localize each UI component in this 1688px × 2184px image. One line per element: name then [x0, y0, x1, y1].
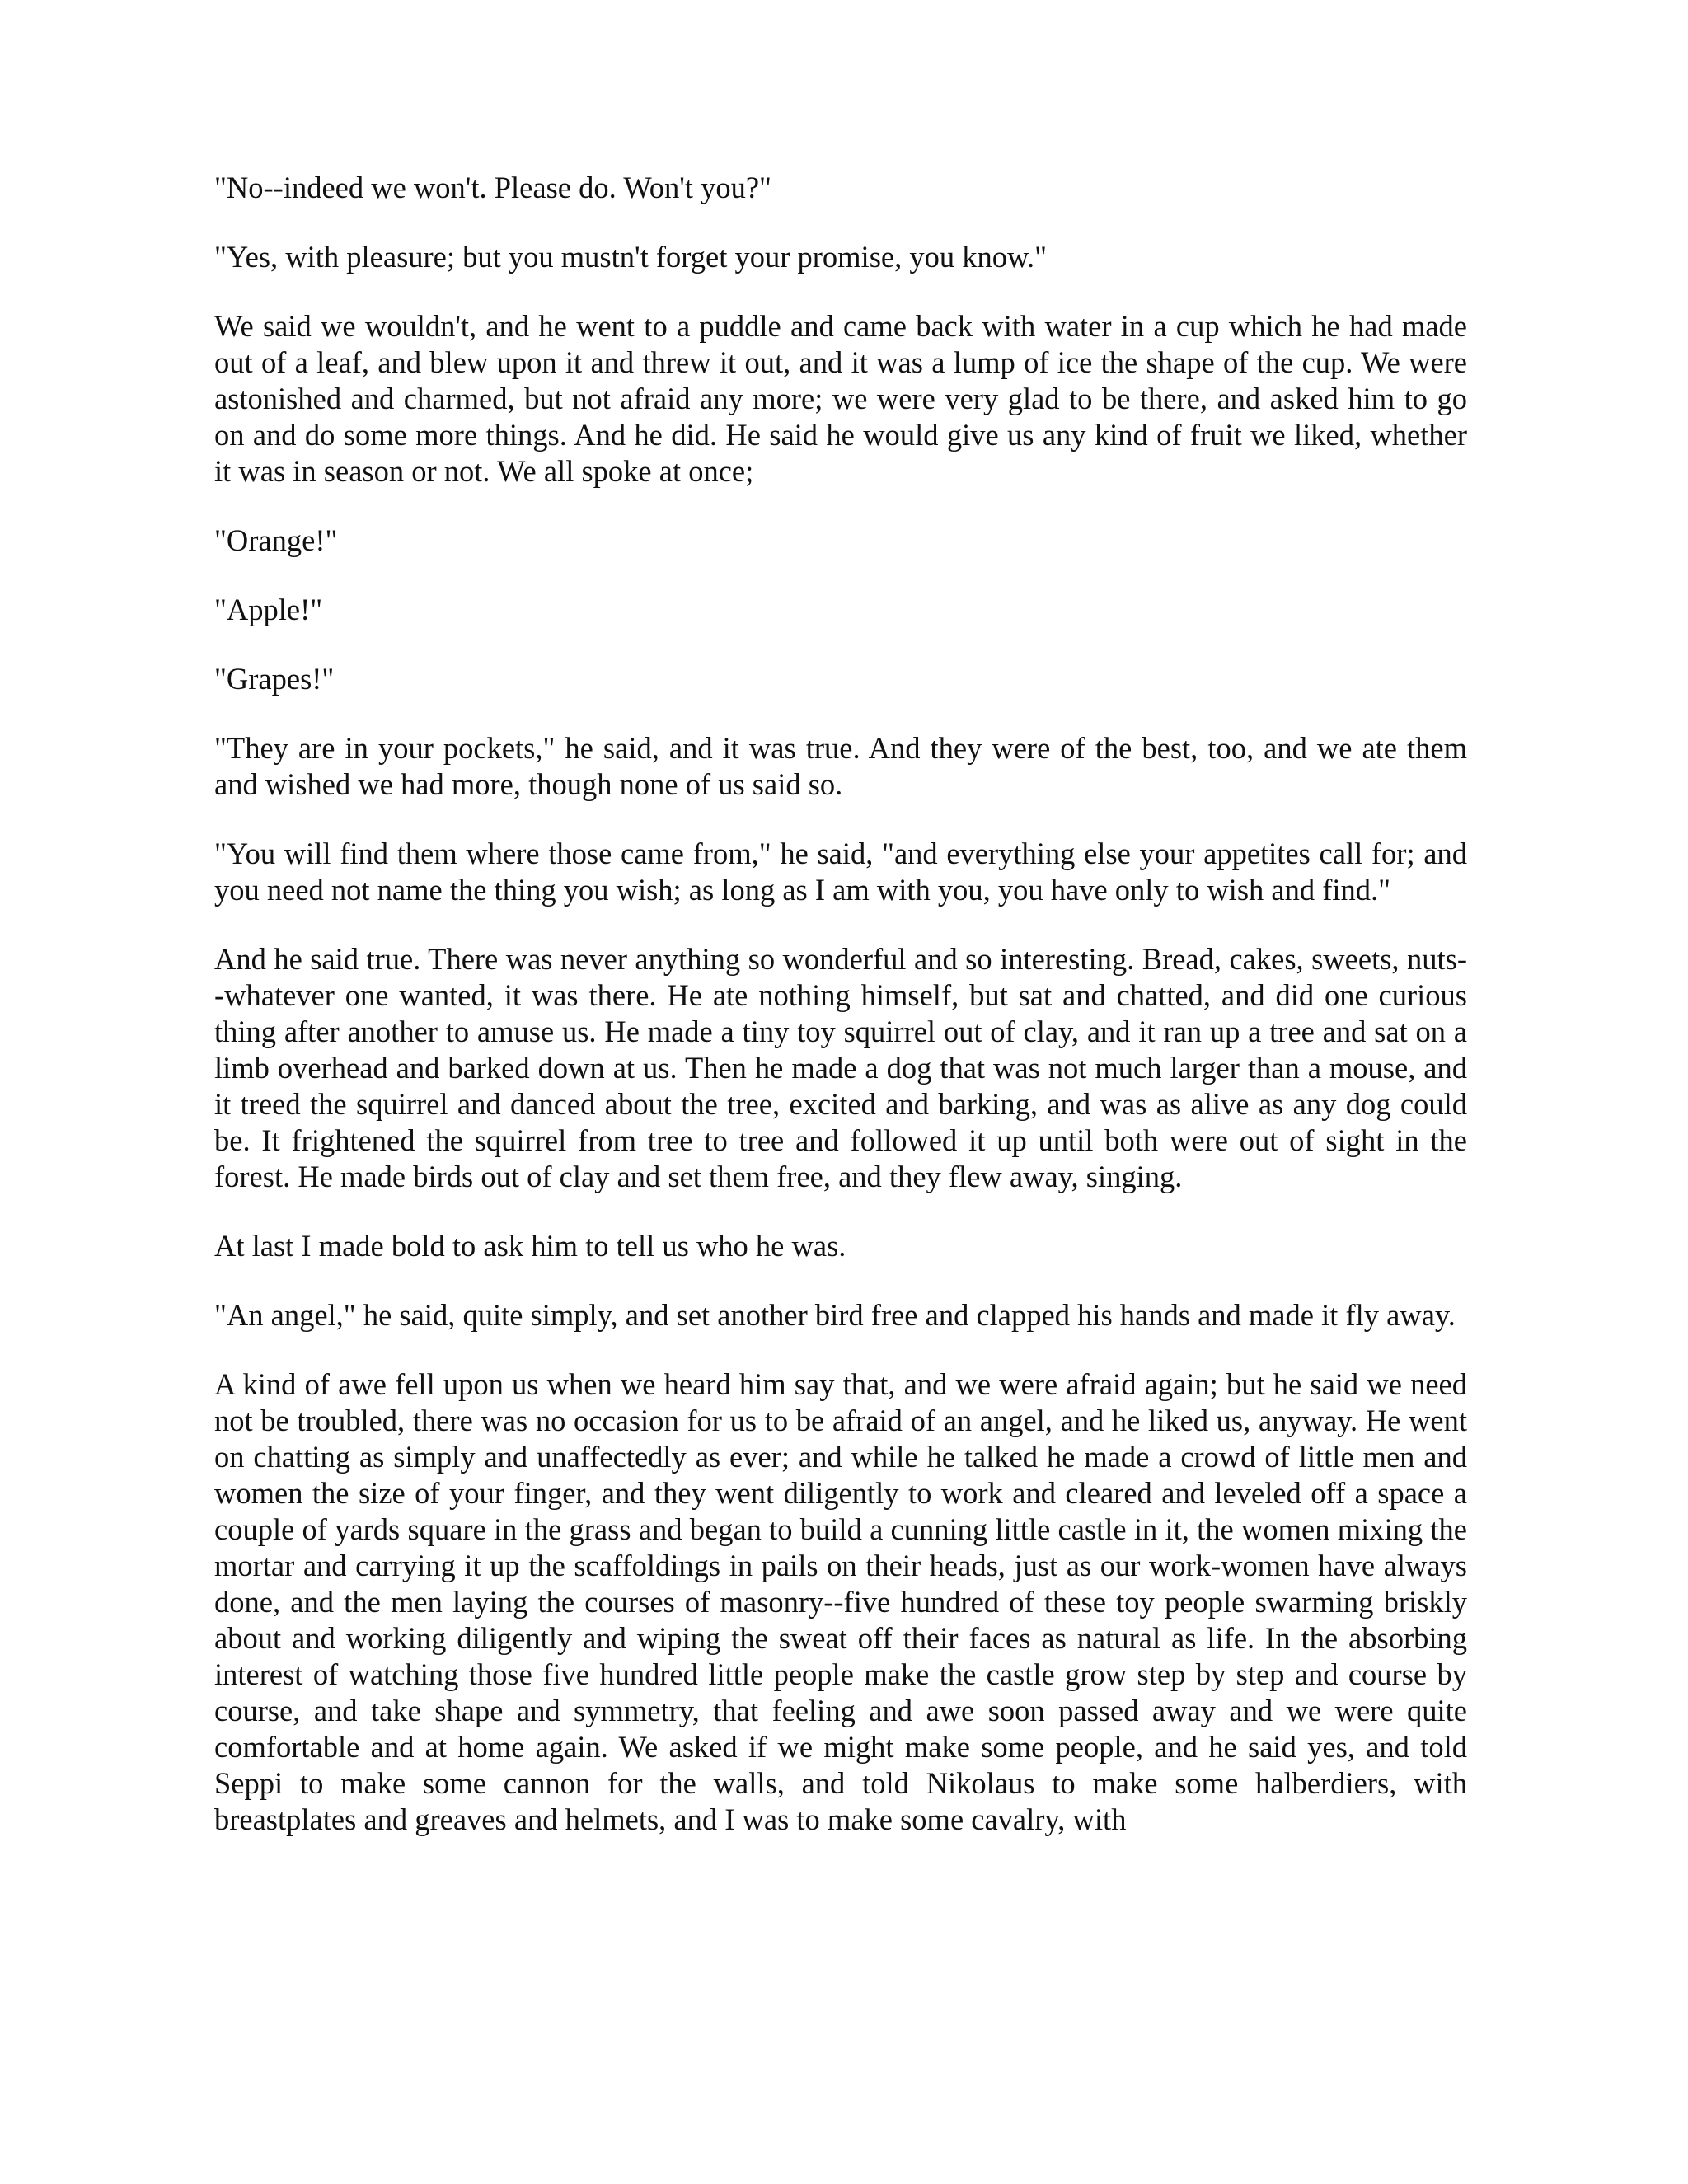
paragraph-12: A kind of awe fell upon us when we heard him say that, and we were afraid again; but he said we need not be troubled, there was no occasion for us to be afraid of an angel, and he liked us, anyway. He went on chatting as simply and unaffectedly as ever; and while he talked he made a crowd of little men and women the size of your finger, and they went diligently to work and cleared and leveled off a space a couple of yards square in the grass and began to build a cunning little castle in it, the women mixing the mortar and carrying it up the scaffoldings in pails on their heads, just as our work-women have always done, and the men laying the courses of masonry--five hundred of these toy people swarming briskly about and working diligently and wiping the sweat off their faces as natural as life. In the absorbing interest of watching those five hundred little people make the castle grow step by step and course by course, and take shape and symmetry, that feeling and awe soon passed away and we were quite comfortable and at home again. We asked if we might make some people, and he said yes, and told Seppi to make some cannon for the walls, and told Nikolaus to make some halberdiers, with breastplates and greaves and helmets, and I was to make some cavalry, with: [214, 1367, 1467, 1836]
document-page: [214, 170, 1467, 1871]
paragraph-1: "No--indeed we won't. Please do. Won't you?": [214, 171, 771, 204]
paragraph-8: "You will find them where those came from," he said, "and everything else your appetites call for; and you need not name the thing you wish; as long as I am with you, you have only to wish and find.": [214, 837, 1467, 907]
paragraph-9: And he said true. There was never anything so wonderful and so interesting. Bread, cakes, sweets, nuts--whatever one wanted, it was there. He ate nothing himself, but sat and chatted, and did one curious thing after another to amuse us. He made a tiny toy squirrel out of clay, and it ran up a tree and sat on a limb overhead and barked down at us. Then he made a dog that was not much larger than a mouse, and it treed the squirrel and danced about the tree, excited and barking, and was as alive as any dog could be. It frightened the squirrel from tree to tree and followed it up until both were out of sight in the forest. He made birds out of clay and set them free, and they flew away, singing.: [214, 942, 1467, 1193]
paragraph-10: At last I made bold to ask him to tell us who he was.: [214, 1229, 846, 1263]
paragraph-2: "Yes, with pleasure; but you mustn't forget your promise, you know.": [214, 240, 1047, 274]
paragraph-5: "Apple!": [214, 593, 323, 626]
paragraph-3: We said we wouldn't, and he went to a puddle and came back with water in a cup which he had made out of a leaf, and blew upon it and threw it out, and it was a lump of ice the shape of the cup. We were astonished and charmed, but not afraid any more; we were very glad to be there, and asked him to go on and do some more things. And he did. He said he would give us any kind of fruit we liked, whether it was in season or not. We all spoke at once;: [214, 309, 1467, 488]
paragraph-6: "Grapes!": [214, 662, 335, 696]
paragraph-7: "They are in your pockets," he said, and it was true. And they were of the best, too, and we ate them and wished we had more, though none of us said so.: [214, 731, 1467, 801]
paragraph-11: "An angel," he said, quite simply, and set another bird free and clapped his hands and made it fly away.: [214, 1298, 1456, 1332]
paragraph-4: "Orange!": [214, 523, 338, 557]
